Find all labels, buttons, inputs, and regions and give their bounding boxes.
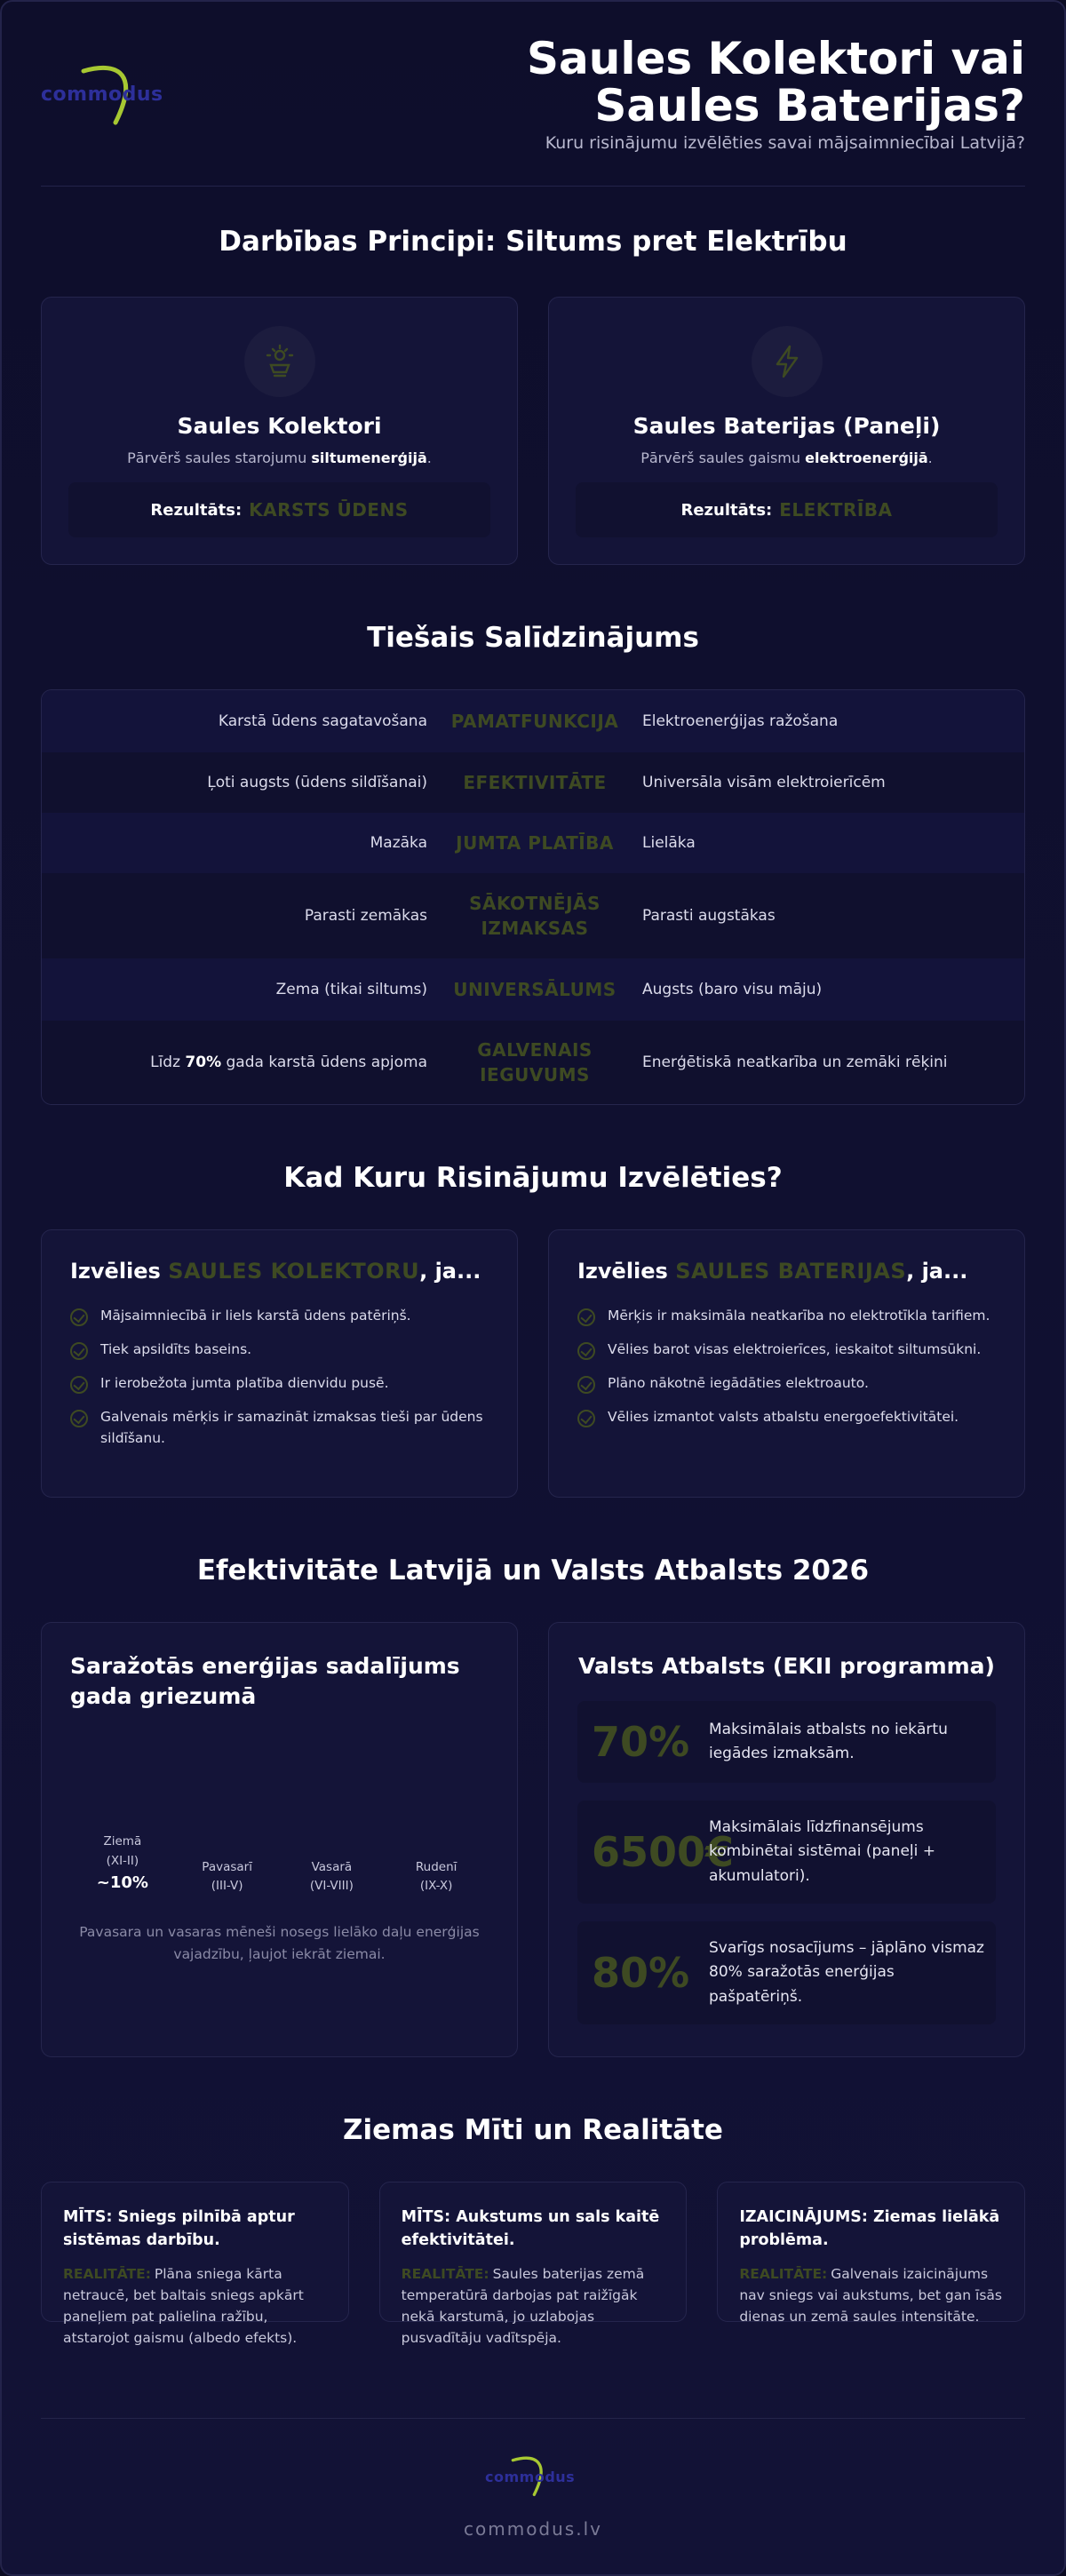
list-item: Vēlies barot visas elektroierīces, ieskaitot siltumsūkni. xyxy=(577,1339,996,1360)
check-circle-icon xyxy=(577,1410,595,1427)
choose-section xyxy=(41,1229,1025,1498)
panel-value: Elektroenerģijas ražošana xyxy=(642,712,839,730)
check-circle-icon xyxy=(577,1342,595,1360)
myth-reality: REALITĀTE: Saules baterijas zemā temperatūrā darbojas pat raižīgāk nekā karstumā, jo uzlabojas pusvadītāju vadītspēja. xyxy=(401,2265,645,2346)
panel-value: Universāla visām elektroierīcēm xyxy=(642,774,886,791)
list-item: Ir ierobežota jumta platība dienvidu pusē. xyxy=(70,1372,489,1394)
list-item: Tiek apsildīts baseins. xyxy=(70,1339,489,1360)
footer-logo[interactable] xyxy=(480,2453,586,2506)
myth-reality: REALITĀTE: Plāna sniega kārta netraucē, bet baltais sniegs apkārt paneļiem pat palielina ražību, atstarojot gaismu (albedo efekts). xyxy=(63,2265,304,2346)
check-circle-icon xyxy=(70,1342,88,1360)
season-percent: ~10% xyxy=(96,1873,148,1893)
support-stat xyxy=(577,1801,996,1904)
principle-desc: Pārvērš saules starojumu siltumenerģijā. xyxy=(127,449,432,466)
list-item: Mērķis ir maksimāla neatkarība no elektrotīkla tarifiem. xyxy=(577,1305,996,1326)
myth-title: IZAICINĀJUMS: Ziemas lielākā problēma. xyxy=(739,2208,1000,2250)
result-value: ELEKTRĪBA xyxy=(779,499,893,521)
support-stat xyxy=(577,1921,996,2024)
principle-card-panels xyxy=(548,297,1025,565)
collector-value: Karstā ūdens sagatavošana xyxy=(218,712,427,730)
distribution-note: Pavasara un vasaras mēneši nosegs lielāko daļu enerģijas vajadzību, ļaujot iekrāt ziemai. xyxy=(79,1924,480,1962)
footer xyxy=(41,2418,1025,2551)
stat-text: Maksimālais atbalsts no iekārtu iegādes izmaksām. xyxy=(709,1720,948,1762)
distribution-title: Saražotās enerģijas sadalījums gada griezumā xyxy=(70,1653,460,1709)
stat-text: Maksimālais līdzfinansējums kombinētai sistēmai (paneļi + akumulatori). xyxy=(709,1818,935,1885)
season-distribution xyxy=(70,1833,489,1896)
criterion-label: UNIVERSĀLUMS xyxy=(453,979,617,1000)
season-spring: Pavasarī (III-V) xyxy=(202,1859,252,1894)
table-row xyxy=(42,873,1024,958)
choose-card-panels xyxy=(548,1229,1025,1498)
season-autumn: Rudenī (IX-X) xyxy=(415,1859,457,1894)
table-row xyxy=(42,958,1024,1021)
stat-value: 80% xyxy=(592,1949,690,1997)
collector-value: Mazāka xyxy=(370,834,427,852)
list-item: Plāno nākotnē iegādāties elektroauto. xyxy=(577,1372,996,1394)
table-row xyxy=(42,813,1024,873)
choose-card-title: Izvēlies SAULES BATERIJAS, ja... xyxy=(577,1259,968,1284)
principle-name: Saules Kolektori xyxy=(177,413,382,439)
collector-value: Ļoti augsts (ūdens sildīšanai) xyxy=(207,774,427,791)
panel-value: Parasti augstākas xyxy=(642,907,776,925)
header xyxy=(41,2,1025,187)
principle-card-collectors xyxy=(41,297,518,565)
season-winter: Ziemā (XI-II) ~10% xyxy=(70,1833,175,1896)
panel-value: Lielāka xyxy=(642,834,696,852)
season-summer: Vasarā (VI-VIII) xyxy=(309,1859,354,1894)
choose-card-title: Izvēlies SAULES KOLEKTORU, ja... xyxy=(70,1259,481,1284)
reason-list xyxy=(577,1305,996,1427)
choose-heading: Kad Kuru Risinājumu Izvēlēties? xyxy=(283,1162,783,1194)
choose-card-collectors xyxy=(41,1229,518,1498)
reason-list xyxy=(70,1305,489,1449)
stat-value: 6500€ xyxy=(592,1828,735,1876)
criterion-label: JUMTA PLATĪBA xyxy=(456,832,614,854)
criterion-label: GALVENAIS IEGUVUMS xyxy=(477,1039,593,1085)
support-stat xyxy=(577,1701,996,1783)
list-item: Mājsaimniecībā ir liels karstā ūdens patēriņš. xyxy=(70,1305,489,1326)
heat-collector-icon xyxy=(244,326,315,397)
principle-desc: Pārvērš saules gaismu elektroenerģijā. xyxy=(640,449,933,466)
panel-value: Augsts (baro visu māju) xyxy=(642,981,823,998)
comparison-heading: Tiešais Salīdzinājums xyxy=(367,622,699,654)
comparison-table xyxy=(41,689,1025,1105)
myth-card xyxy=(717,2182,1025,2325)
efficiency-section xyxy=(41,1622,1025,2057)
check-circle-icon xyxy=(70,1308,88,1326)
panel-value: Enerģētiskā neatkarība un zemāki rēķini xyxy=(642,1053,948,1071)
logo-wordmark: commodus xyxy=(41,83,163,106)
criterion-label: SĀKOTNĒJĀS IZMAKSAS xyxy=(469,893,601,939)
check-circle-icon xyxy=(70,1376,88,1394)
stat-value: 70% xyxy=(592,1718,690,1766)
check-circle-icon xyxy=(577,1308,595,1326)
result-value: KARSTS ŪDENS xyxy=(249,499,409,521)
check-circle-icon xyxy=(70,1410,88,1427)
logo-wordmark: commodus xyxy=(485,2469,576,2485)
myths-section xyxy=(41,2182,1025,2346)
collector-value: Zema (tikai siltums) xyxy=(275,981,427,998)
myth-card xyxy=(41,2182,349,2346)
energy-distribution-card xyxy=(41,1622,518,2057)
brand-logo[interactable] xyxy=(41,64,183,135)
myth-title: MĪTS: Sniegs pilnībā aptur sistēmas darbību. xyxy=(63,2208,295,2250)
page-subtitle: Kuru risinājumu izvēlēties savai mājsaimniecībai Latvijā? xyxy=(545,133,1025,153)
stat-text: Svarīgs nosacījums – jāplāno vismaz 80% saražotās enerģijas pašpatēriņš. xyxy=(709,1939,984,2006)
footer-url-link[interactable]: commodus.lv xyxy=(464,2518,602,2540)
efficiency-heading: Efektivitāte Latvijā un Valsts Atbalsts 2026 xyxy=(196,1554,870,1586)
lightning-icon xyxy=(752,326,823,397)
myths-heading: Ziemas Mīti un Realitāte xyxy=(343,2114,723,2146)
criterion-label: PAMATFUNKCIJA xyxy=(450,711,619,732)
principles-heading: Darbības Principi: Siltums pret Elektrību xyxy=(219,226,847,258)
table-row xyxy=(42,1021,1024,1104)
support-title: Valsts Atbalsts (EKII programma) xyxy=(578,1653,995,1679)
table-row xyxy=(42,752,1024,813)
principles-section xyxy=(41,297,1025,565)
collector-value: Parasti zemākas xyxy=(304,907,427,925)
page-title: Saules Kolektori vai Saules Baterijas? xyxy=(526,33,1025,131)
list-item: Vēlies izmantot valsts atbalstu energoefektivitātei. xyxy=(577,1406,996,1427)
myth-reality: REALITĀTE: Galvenais izaicinājums nav sniegs vai aukstums, bet gan īsās dienas un zemā saules intensitāte. xyxy=(739,2265,1002,2325)
collector-value: Līdz 70% gada karstā ūdens apjoma xyxy=(150,1053,427,1071)
principle-result: Rezultāts: KARSTS ŪDENS xyxy=(68,482,490,537)
principle-result: Rezultāts: ELEKTRĪBA xyxy=(576,482,998,537)
list-item: Galvenais mērķis ir samazināt izmaksas tieši par ūdens sildīšanu. xyxy=(70,1406,489,1449)
myth-card xyxy=(379,2182,688,2346)
principle-name: Saules Baterijas (Paneļi) xyxy=(632,413,941,439)
state-support-card xyxy=(548,1622,1025,2057)
myth-title: MĪTS: Aukstums un sals kaitē efektivitātei. xyxy=(401,2208,660,2250)
check-circle-icon xyxy=(577,1376,595,1394)
table-row xyxy=(42,690,1024,752)
criterion-label: EFEKTIVITĀTE xyxy=(463,772,607,793)
